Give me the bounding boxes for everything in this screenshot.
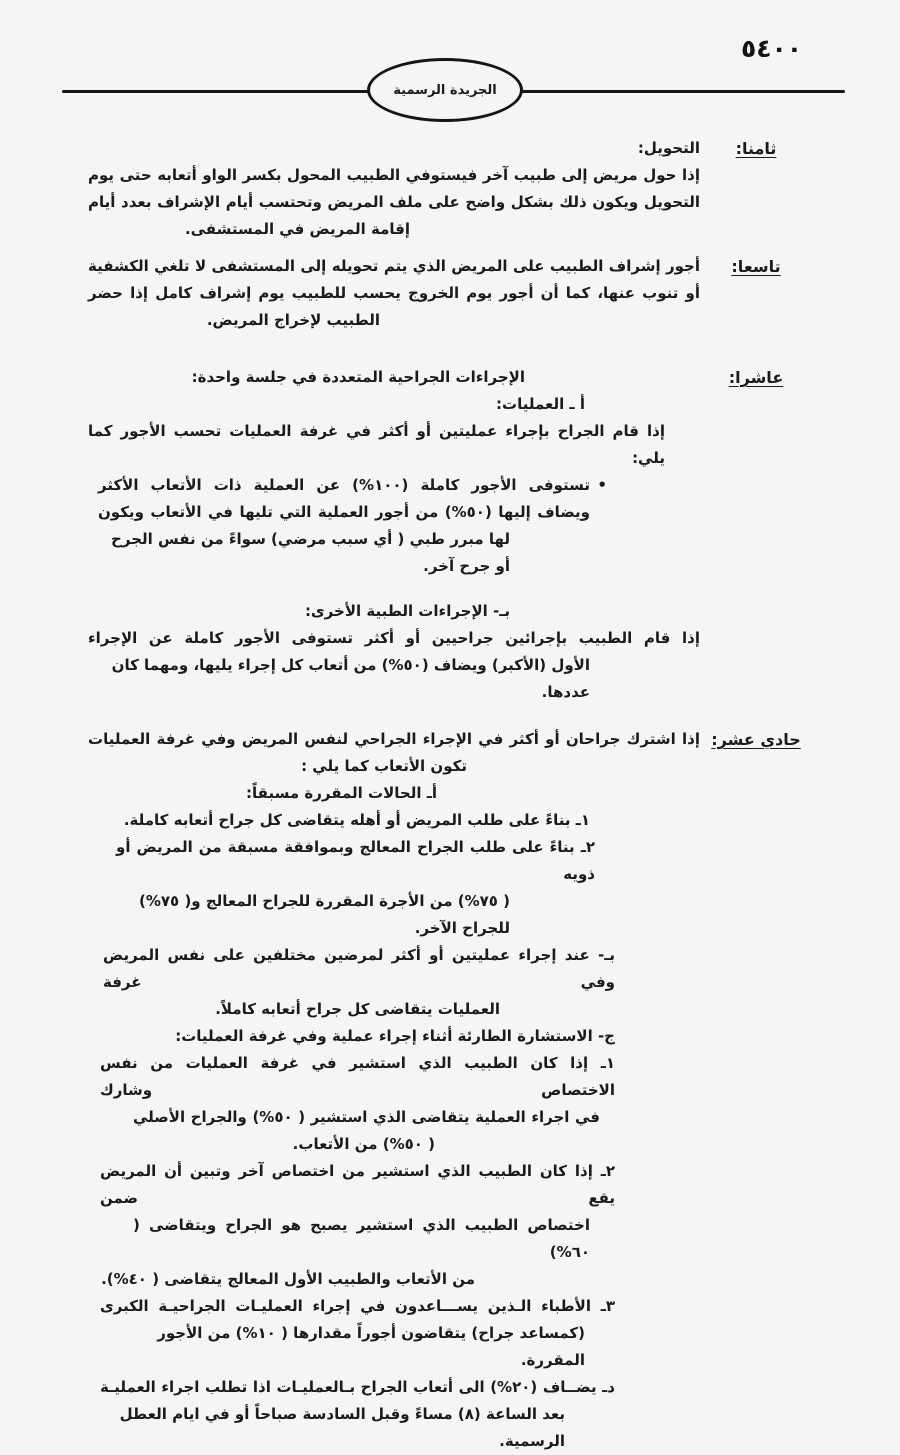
section-tenth-bullet-block	[88, 472, 700, 580]
section-eleventh-item-d-line-2: بعد الساعة (٨) مساءً وقبل السادسة صباحاً أو في ايام العطل الرسمية.	[119, 1405, 565, 1450]
section-eleventh-item-c1-line-1: ١ـ إذا كان الطبيب الذي استشير في غرفة العمليات من نفس الاختصاص وشارك	[100, 1054, 615, 1099]
section-eighth-label: ثامنا:	[735, 139, 777, 158]
section-ninth-body	[88, 253, 700, 334]
section-eighth	[88, 135, 812, 243]
section-eleventh-item-c2-line-3: من الأتعاب والطبيب الأول المعالج يتقاضى ( ٤٠%).	[101, 1270, 475, 1288]
section-eleventh-item-c3-line-2: (كمساعد جراح) يتقاضون أجوراً مقدارها ( ١٠%) من الأجور المقررة.	[157, 1324, 585, 1369]
section-tenth-label: عاشرا:	[728, 368, 784, 387]
page-number: ٥٤٠٠	[740, 34, 802, 63]
section-eleventh-item-c1-line-3: ( ٥٠%) من الأتعاب.	[292, 1135, 435, 1153]
section-eleventh	[88, 726, 812, 1455]
section-eighth-line-3: إقامة المريض في المستشفى.	[184, 220, 410, 238]
section-tenth-bullet-line-1: تستوفى الأجور كاملة (١٠٠%) عن العملية ذات الأتعاب الأكثر	[98, 476, 590, 494]
section-eleventh-item-c3-line-1: ٣ـ الأطباء الـذين يســـاعدون في إجراء العمليـات الجراحيـة الكبرى	[100, 1297, 615, 1315]
section-eleventh-item-c1-line-2: في اجراء العملية يتقاضى الذي استشير ( ٥٠%) والجراح الأصلي	[133, 1108, 600, 1126]
section-tenth-item-a-intro: إذا قام الجراح بإجراء عمليتين أو أكثر في غرفة العمليات تحسب الأجور كما يلي:	[88, 422, 665, 467]
section-eleventh-line-1: إذا اشترك جراحان أو أكثر في الإجراء الجراحي لنفس المريض وفي غرفة العمليات	[88, 730, 700, 748]
gazette-title: الجريدة الرسمية	[393, 82, 497, 98]
section-ninth-line-1: أجور إشراف الطبيب على المريض الذي يتم تحويله إلى المستشفى لا تلغي الكشفية	[88, 257, 700, 275]
section-eighth-line-2: التحويل ويكون ذلك بشكل واضح على ملف المريض وتحتسب أيام الإشراف بعدد أيام	[88, 193, 700, 211]
section-ninth	[88, 253, 812, 334]
section-eleventh-item-2-line-2: ( ٧٥%) من الأجرة المقررة للجراح المعالج و( ٧٥%) للجراح الآخر.	[139, 892, 510, 937]
section-eleventh-item-c2-line-2: اختصاص الطبيب الذي استشير يصبح هو الجراح ويتقاضى ( ٦٠%)	[133, 1216, 590, 1261]
section-tenth-item-b-line-2: الأول (الأكبر) ويضاف (٥٠%) من أتعاب كل إجراء يليها، ومهما كان عددها.	[111, 656, 590, 701]
section-ninth-line-2: أو تنوب عنها، كما أن أجور يوم الخروج يحسب للطبيب يوم إشراف كامل إذا حضر	[88, 284, 700, 302]
section-tenth-bullet-line-3: لها مبرر طبي ( أي سبب مرضي) سواءً من نفس الجرح أو جرح آخر.	[111, 530, 510, 575]
bullet-icon: •	[597, 476, 607, 494]
section-tenth	[88, 364, 812, 706]
section-ninth-line-3: الطبيب لإخراج المريض.	[206, 311, 380, 329]
section-eleventh-item-d-line-1: دـ يضــاف (٢٠%) الى أتعاب الجراح بـالعمليـات اذا تطلب اجراء العمليـة	[100, 1378, 615, 1396]
section-eighth-line-1: إذا حول مريض إلى طبيب آخر فيستوفي الطبيب المحول بكسر الواو أتعابه حتى يوم	[88, 166, 700, 184]
section-eighth-title: التحويل:	[637, 139, 700, 157]
section-eleventh-item-c-heading: ج- الاستشارة الطارئة أثناء إجراء عملية وفي غرفة العمليات:	[175, 1027, 615, 1045]
section-tenth-item-a-heading: أ ـ العمليات:	[496, 395, 585, 413]
section-ninth-label: تاسعا:	[731, 257, 781, 276]
section-eleventh-line-2: تكون الأتعاب كما يلي :	[301, 757, 467, 775]
section-eleventh-body	[88, 726, 700, 1455]
gazette-oval	[367, 58, 523, 122]
section-eleventh-item-c2-line-1: ٢ـ إذا كان الطبيب الذي استشير من اختصاص آخر وتبين أن المريض يقع ضمن	[100, 1162, 615, 1207]
section-eleventh-item-a-heading: أـ الحالات المقررة مسبقاً:	[246, 784, 437, 802]
section-eighth-body	[88, 135, 700, 243]
section-eleventh-label: حادي عشر:	[711, 730, 801, 749]
section-tenth-bullet-line-2: ويضاف إليها (٥٠%) من أجور العملية التي تليها في الأتعاب ويكون	[98, 503, 590, 521]
section-tenth-title: الإجراءات الجراحية المتعددة في جلسة واحدة:	[191, 368, 525, 386]
section-eleventh-item-2-line-1: ٢ـ بناءً على طلب الجراح المعالج وبموافقة مسبقة من المريض أو ذويه	[116, 838, 595, 883]
section-eleventh-item-b-line-2: العمليات يتقاضى كل جراح أتعابه كاملاً.	[215, 1000, 500, 1018]
section-tenth-item-b-line-1: إذا قام الطبيب بإجرائين جراحيين أو أكثر تستوفى الأجور كاملة عن الإجراء	[88, 629, 700, 647]
section-eleventh-item-1: ١ـ بناءً على طلب المريض أو أهله يتقاضى كل جراح أتعابه كاملة.	[123, 811, 590, 829]
section-tenth-item-b-heading: بـ- الإجراءات الطبية الأخرى:	[304, 602, 510, 620]
section-eleventh-item-b-line-1: بـ- عند إجراء عمليتين أو أكثر لمرضين مختلفين على نفس المريض وفي غرفة	[103, 946, 615, 991]
page-content	[88, 135, 812, 1455]
section-tenth-body	[88, 364, 700, 706]
